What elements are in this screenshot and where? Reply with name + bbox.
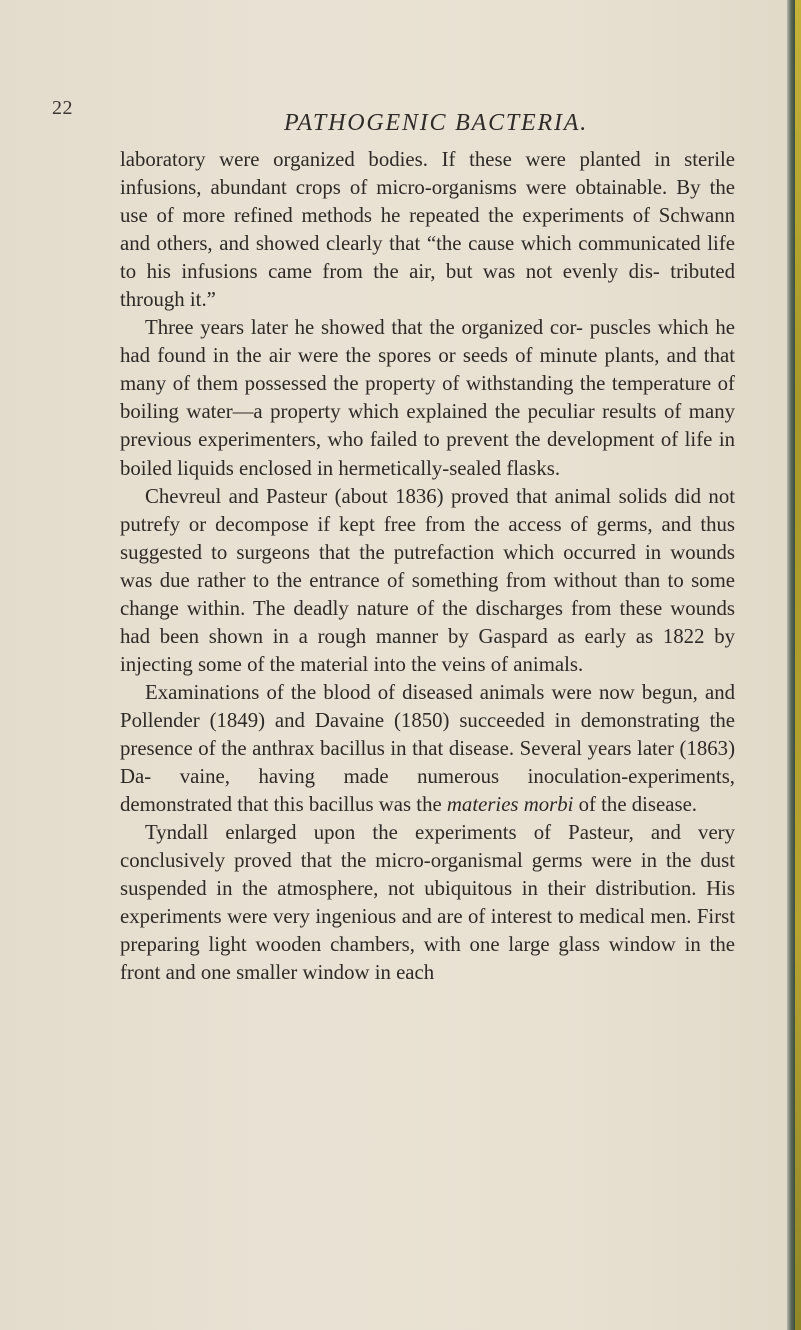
- body-text: [120, 146, 735, 987]
- paragraph-4-text-before: Examinations of the blood of diseased animals were now begun, and Pollender (1849) and Davaine (1850) succeeded in demonstrating the presence of the anthrax bacillus in that disease. Several years later (1863) Da- vaine, having made numerous inoculation-experiments, demonstrated that this bacillus was the: [120, 680, 735, 817]
- paragraph-3: Chevreul and Pasteur (about 1836) proved that animal solids did not putrefy or decompose if kept free from the access of germs, and thus suggested to surgeons that the putrefaction which occurred in wounds was due rather to the entrance of something from without than to some change within. The deadly nature of the discharges from these wounds had been shown in a rough manner by Gaspard as early as 1822 by injecting some of the material into the veins of animals.: [120, 484, 735, 676]
- page-edge-binding: [795, 0, 801, 1330]
- page-number: 22: [52, 97, 73, 119]
- italic-phrase: materies morbi: [446, 793, 574, 817]
- paragraph-4: [120, 679, 735, 819]
- running-head: PATHOGENIC BACTERIA.: [284, 110, 588, 136]
- paragraph-1: laboratory were organized bodies. If these were planted in sterile infusions, abundant crops of micro-organisms were obtainable. By the use of more refined methods he repeated the experiments of Schwann and others, and showed clearly that “the cause which communicated life to his infusions came from the air, but was not evenly dis- tributed through it.”: [120, 148, 735, 312]
- paragraph-2: Three years later he showed that the organized cor- puscles which he had found in the air were the spores or seeds of minute plants, and that many of them possessed the property of withstanding the temperature of boiling water—a property which explained the peculiar results of many previous experimenters, who failed to prevent the development of life in boiled liquids enclosed in hermetically-sealed flasks.: [120, 316, 735, 480]
- paragraph-4-text-after: of the disease.: [573, 793, 698, 817]
- paragraph-5: Tyndall enlarged upon the experiments of Pasteur, and very conclusively proved that the micro-organismal germs were in the dust suspended in the atmosphere, not ubiquitous in their distribution. His experiments were very ingenious and are of interest to medical men. First preparing light wooden chambers, with one large glass window in the front and one smaller window in each: [120, 821, 735, 985]
